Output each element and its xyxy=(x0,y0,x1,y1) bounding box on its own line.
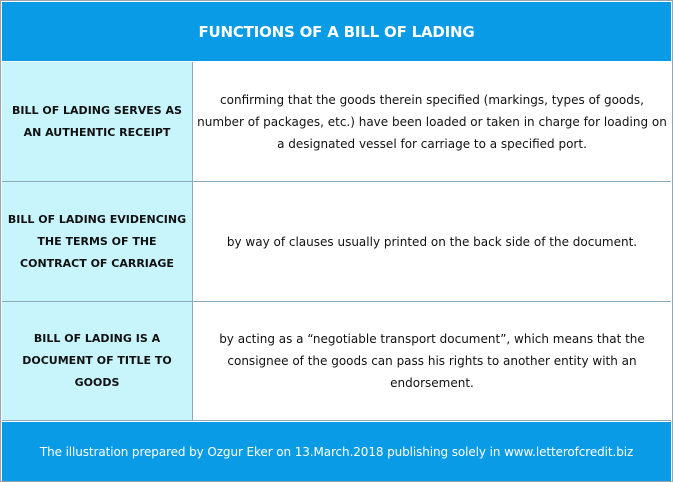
row-description-receipt xyxy=(193,62,671,181)
row-description-text: by way of clauses usually printed on the back side of the document. xyxy=(226,234,638,249)
table-row xyxy=(2,182,671,302)
table-title: FUNCTIONS OF A BILL OF LADING xyxy=(2,2,671,61)
credit-footer: The illustration prepared by Ozgur Eker on 13.March.2018 publishing solely in www.letterofcredit.biz xyxy=(2,422,671,481)
row-label-title-to-goods xyxy=(2,302,193,420)
row-description-contract xyxy=(193,182,671,301)
table-row xyxy=(2,302,671,421)
row-description-text: confirming that the goods therein specified (markings, types of goods, number of packages, etc.) have been loaded or taken in charge for loading on a designated vessel for carriage to a specified port. xyxy=(197,92,667,151)
row-label-text: BILL OF LADING IS A DOCUMENT OF TITLE TO GOODS xyxy=(22,332,172,389)
row-label-contract xyxy=(2,182,193,301)
row-label-text: BILL OF LADING EVIDENCING THE TERMS OF THE CONTRACT OF CARRIAGE xyxy=(7,212,187,270)
row-description-title-to-goods xyxy=(193,302,671,420)
row-description-text: by acting as a “negotiable transport document”, which means that the consignee of the goods can pass his rights to another entity with an endorsement. xyxy=(219,332,645,390)
row-label-receipt xyxy=(2,62,193,181)
row-label-text: BILL OF LADING SERVES AS AN AUTHENTIC RECEIPT xyxy=(12,103,182,139)
table-row xyxy=(2,62,671,182)
